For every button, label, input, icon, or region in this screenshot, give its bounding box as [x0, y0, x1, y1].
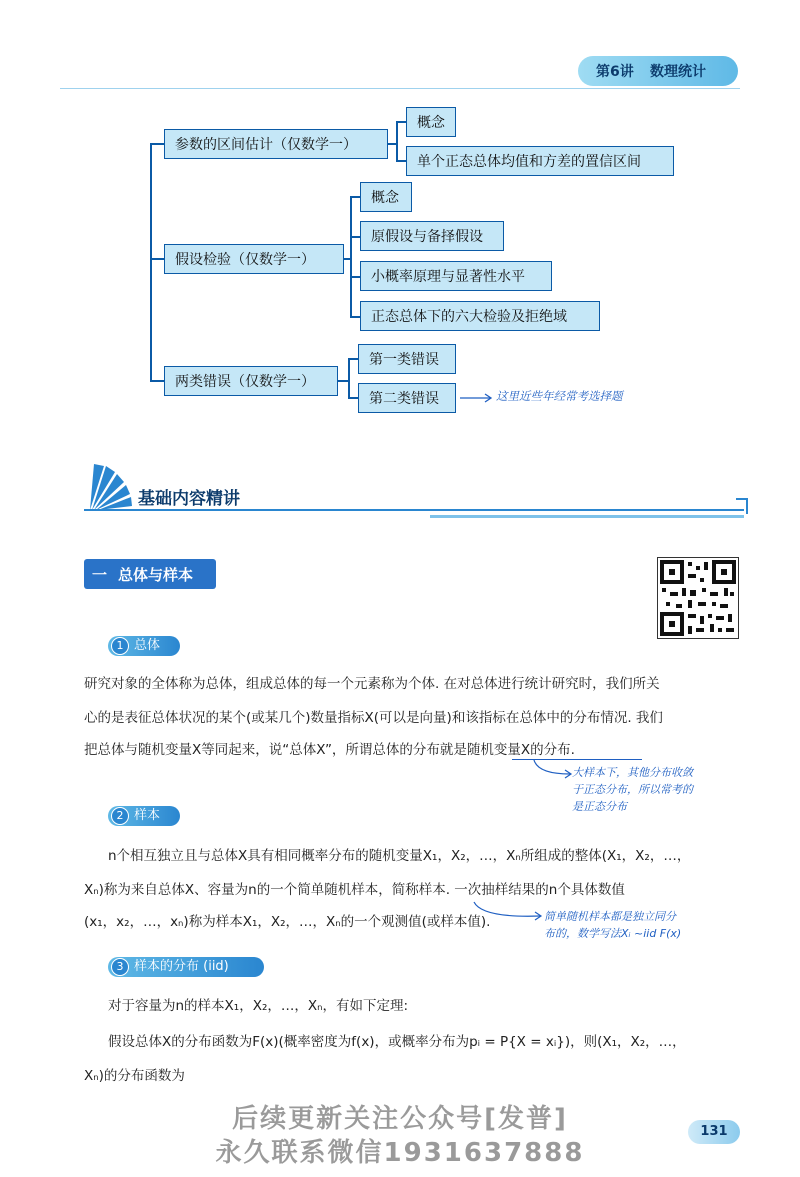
banner-accent-rule	[430, 515, 744, 518]
connector	[348, 397, 358, 399]
mindmap-interval-ci: 单个正态总体均值和方差的置信区间	[406, 146, 674, 176]
banner-corner	[736, 498, 748, 514]
lecture-number: 第6讲	[596, 64, 634, 80]
connector	[396, 121, 406, 123]
note-line: 大样本下，其他分布收敛	[572, 766, 693, 779]
subsection-sample	[108, 806, 180, 826]
fan-icon	[84, 460, 144, 516]
mindmap-hypothesis-testing: 假设检验（仅数学一）	[164, 244, 344, 274]
subsection-sample-distribution	[108, 957, 264, 977]
connector	[150, 258, 164, 260]
handwritten-note-iid	[544, 908, 681, 942]
connector	[348, 358, 350, 398]
connector	[396, 121, 398, 161]
mindmap-type2-error: 第二类错误	[358, 383, 456, 413]
paragraph-sample-line2: Xₙ)称为来自总体X、容量为n的一个简单随机样本，简称样本. 一次抽样结果的n个具体数值	[84, 882, 625, 898]
chapter-header	[578, 56, 738, 86]
connector	[350, 276, 360, 278]
mindmap-trunk	[150, 143, 152, 381]
watermark-line2: 永久联系微信1931637888	[215, 1138, 585, 1168]
paragraph-population-line2: 心的是表征总体状况的某个(或某几个)数量指标X(可以是向量)和该指标在总体中的分布情况. 我们	[84, 710, 663, 726]
note-line: 布的，数学写法Xᵢ ~iid F(x)	[544, 927, 682, 940]
header-rule	[60, 88, 740, 89]
paragraph-sample-line3: (x₁，x₂，…，xₙ)称为样本X₁，X₂，…，Xₙ的一个观测值(或样本值).	[84, 914, 491, 930]
section-heading	[84, 559, 216, 589]
section-banner-title: 基础内容精讲	[138, 489, 240, 509]
connector	[396, 160, 406, 162]
subsection-title: 样本的分布 (iid)	[134, 959, 229, 974]
mindmap-significance: 小概率原理与显著性水平	[360, 261, 552, 291]
paragraph-theorem-intro: 对于容量为n的样本X₁，X₂，…，Xₙ，有如下定理:	[108, 998, 409, 1014]
qr-code[interactable]	[657, 557, 739, 639]
connector	[348, 358, 358, 360]
paragraph-distribution-line1: 假设总体X的分布函数为F(x)(概率密度为f(x)，或概率分布为pᵢ = P{X = xᵢ})，则(X₁，X₂，…，	[108, 1034, 686, 1050]
paragraph-population-line1: 研究对象的全体称为总体，组成总体的每一个元素称为个体. 在对总体进行统计研究时，我们所关	[84, 676, 660, 692]
subsection-population	[108, 636, 180, 656]
note-line: 于正态分布，所以常考的	[572, 783, 693, 796]
handwritten-note-errors: 这里近些年经常考选择题	[496, 389, 623, 403]
connector	[150, 380, 164, 382]
subsection-number: 1	[111, 637, 129, 655]
subsection-title: 样本	[134, 808, 161, 823]
subsection-number: 3	[111, 958, 129, 976]
watermark-line1: 后续更新关注公众号[发普]	[232, 1104, 568, 1134]
banner-rule	[84, 509, 744, 511]
chapter-title: 数理统计	[650, 64, 706, 80]
mindmap-two-errors: 两类错误（仅数学一）	[164, 366, 338, 396]
arrow-curve-icon	[470, 900, 550, 926]
paragraph-distribution-line2: Xₙ)的分布函数为	[84, 1068, 185, 1084]
arrow-right-icon	[458, 392, 498, 404]
connector	[350, 236, 360, 238]
note-line: 简单随机样本都是独立同分	[544, 910, 676, 923]
handwritten-note-normal	[572, 764, 693, 815]
page-number: 131	[688, 1120, 740, 1144]
subsection-title: 总体	[134, 638, 161, 653]
qr-code-icon	[658, 558, 738, 638]
connector	[150, 143, 164, 145]
subsection-number: 2	[111, 807, 129, 825]
note-line: 是正态分布	[572, 800, 627, 813]
mindmap-six-tests: 正态总体下的六大检验及拒绝域	[360, 301, 600, 331]
connector	[350, 196, 352, 316]
mindmap-interval-concept: 概念	[406, 107, 456, 137]
mindmap-type1-error: 第一类错误	[358, 344, 456, 374]
connector	[350, 316, 360, 318]
connector	[350, 196, 360, 198]
mindmap-interval-estimation: 参数的区间估计（仅数学一）	[164, 129, 388, 159]
paragraph-population-line3: 把总体与随机变量X等同起来，说“总体X”，所谓总体的分布就是随机变量X的分布.	[84, 742, 575, 758]
mindmap-null-alternative: 原假设与备择假设	[360, 221, 504, 251]
mindmap-hypothesis-concept: 概念	[360, 182, 412, 212]
paragraph-sample-line1: n个相互独立且与总体X具有相同概率分布的随机变量X₁，X₂，…，Xₙ所组成的整体(X₁，X₂，…，	[108, 848, 691, 864]
section-number: 一	[92, 566, 108, 584]
section-title: 总体与样本	[118, 566, 194, 584]
